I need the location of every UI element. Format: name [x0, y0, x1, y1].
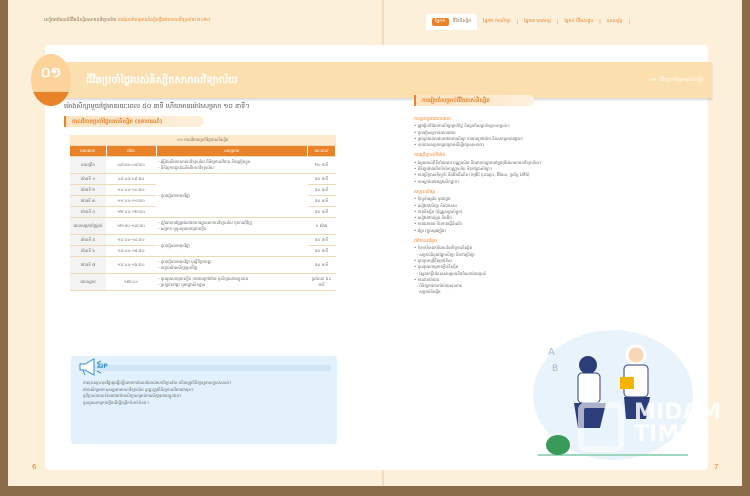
list-item: • ស្វែងយល់ពីទីតាំងអគារ បណ្ណាល័យ និងអាហារដ្ឋាននៅក្នុងបរិវេណសាកលវិទ្យាល័យ។: [414, 159, 542, 165]
list-item: • ទំនាក់ទំនងការិយាល័យកិច្ចការនិស្សិត: [414, 245, 473, 251]
cell-duration: ៥០ នាទី: [308, 196, 336, 207]
table-row: [70, 218, 336, 235]
cell-period: ម៉ោងទី ៣: [70, 196, 106, 207]
tip-box: [71, 356, 337, 444]
cell-period: ពេលព្រឹក: [70, 157, 106, 174]
cell-time: ១១:០០-១១:៥០: [106, 196, 156, 207]
cell-time: ១៦:០០-១៦:៥០: [106, 257, 156, 274]
intro-text: ម៉ោងសិក្សាមួយថ្ងៃមានរយៈពេល ៥០ នាទី ហើយមានម៉ោងសម្រាក ១០ នាទី។: [64, 102, 250, 110]
page-number-left: 6: [32, 463, 37, 471]
table-caption: ០១ កាលវិភាគប្រចាំថ្ងៃរបស់និស្សិត: [70, 135, 336, 146]
table-row: [70, 257, 336, 274]
cell-duration: ២០ នាទី: [308, 157, 336, 174]
svg-text:B: B: [552, 364, 559, 374]
group-title: ព័ត៌មានបន្ថែម: [414, 239, 437, 245]
cell-duration: ៥០ នាទី: [308, 235, 336, 246]
list-item: • ត្រូវរៀបចំផែនការសិក្សាប្រចាំថ្ងៃ និងប្រចាំសប្តាហ៍ឲ្យបានច្បាស់។: [414, 123, 510, 129]
list-item: • ឆ័ត្រ (ក្នុងរដូវភ្លៀង): [414, 227, 446, 233]
cell-time: ១២:០០-១២:៥០: [106, 207, 156, 218]
list-item: • គ្រប់គ្រងពេលវេលារវាងការសិក្សា ការងារក្រៅម៉ោង និងសកម្មភាពផ្សេងៗ: [414, 135, 523, 141]
list-item: • ពិនិត្យម៉ោងបើកបិទនៃបណ្ណាល័យ និងកន្លែងសិក្សា។: [414, 166, 493, 172]
list-item: - សម្រាប់ជំនួយផ្នែកសិក្សា និងការប្រឹក្សា: [414, 251, 475, 257]
table-row: [70, 274, 336, 291]
cell-activity: - ចូលរៀនតាមមុខវិជ្ជា: [156, 174, 308, 218]
preparation-list: [414, 112, 704, 296]
cell-activity: - ធ្វើដំណើរមកសាកលវិទ្យាល័យ ពិនិត្យកាលវិភាគ និងត្រៀមខ្លួន - ពិនិត្យការជូនដំណឹងពីមហាវិទ្យាល័យ: [156, 157, 308, 174]
cell-period: ម៉ោងទី ៧: [70, 257, 106, 274]
group-title: សម្ភារៈសិក្សា: [414, 189, 436, 195]
chapter-title: ជីវិតប្រចាំថ្ងៃរបស់និស្សិតសាកលវិទ្យាល័យ: [86, 75, 238, 86]
cell-time: ១២:៥០-១៣:៥០: [106, 218, 156, 235]
table-row: [70, 157, 336, 174]
cell-duration: ៥០ នាទី: [308, 174, 336, 185]
list-item: • កាតធនាគារ និងកាតធ្វើដំណើរ: [414, 221, 462, 227]
tab-appendix[interactable]: ឧបសម្ព័ន្ធ: [606, 19, 623, 24]
cell-period: ម៉ោងទី ២: [70, 185, 106, 196]
section-title-preparation: ការរៀបចំសម្រាប់ជីវិតរបស់និស្សិត: [414, 95, 534, 106]
cell-period: ម៉ោងទី ៦: [70, 246, 106, 257]
tip-label: TIP: [97, 363, 108, 370]
tip-item: ចូលរួមសកម្មភាពក្លឹបដើម្បីពង្រីកទំនាក់ទំនង។: [83, 399, 149, 405]
list-item: • ការប្រើប្រាស់កុំព្យូទ័រ និងអ៊ីនធឺណិត (កម្មវិធី ចុះឈ្មោះ, អ៊ីមែល, ប្រព័ន្ធ LMS): [414, 172, 530, 178]
list-item: • ទុកពេលសម្រាកគ្រប់គ្រាន់ដើម្បីរក្សាសុខភាព។: [414, 142, 485, 148]
tip-item: ប្រើប្រាស់ពេលទំនេររវាងម៉ោងសិក្សាសម្រាប់ការសិក្សាដោយខ្លួនឯង។: [83, 393, 182, 398]
section-title-schedule: កាលវិភាគប្រចាំថ្ងៃរបស់និស្សិត (ឧទាហរណ៍): [64, 116, 204, 127]
cell-duration: ៥០ នាទី: [308, 185, 336, 196]
list-item: • ចូលរៀនឲ្យទាន់ពេលវេលា: [414, 129, 456, 135]
breadcrumb: សៀវភៅណែនាំជីវិតនិស្សិតសាកលវិទ្យាល័យ ការណែនាំសម្រាប់និស្សិតថ្មីនៅសាកលវិទ្យាល័យ ២០២៤: [44, 18, 211, 23]
list-item: សម្រាប់និស្សិត: [414, 289, 441, 295]
list-item: • សៀវភៅសិក្សា និងឯកសារ: [414, 202, 457, 208]
chapter-subtitle: ០១. ជីវិតប្រចាំថ្ងៃរបស់និស្សិត: [649, 77, 704, 83]
cell-activity: - ញ៉ាំអាហារថ្ងៃត្រង់នៅអាហារដ្ឋានសាកលវិទ្យាល័យ ឬហាងជុំវិញ - សម្រាក ឬចូលរួមសកម្មភាពក្លឹប: [156, 218, 308, 235]
cell-time: ១០:០០-១០:៥០: [106, 185, 156, 196]
chapter-tabs: ផ្នែក១ ជីវិតនិស្សិត ផ្នែក២ ការសិក្សា | ផ្នែក៣ សេវាកម្ម | ផ្នែក៤ ជីវិតសង្គម | ឧបសម្ព័ន្ធ |: [426, 14, 630, 30]
cell-time: ០៨:៣០-០៨:៥០: [106, 157, 156, 174]
cell-duration: ៥០ នាទី: [308, 207, 336, 218]
cell-duration: ៥០ នាទី: [308, 246, 336, 257]
table-row: [70, 174, 336, 185]
tab-part-3[interactable]: ផ្នែក៣ សេវាកម្ម: [524, 19, 551, 24]
list-item: • សៀវភៅកត់ត្រា និងប៊ិច: [414, 215, 452, 221]
list-item: • ការស្នាក់នៅអន្តេវាសិកដ្ឋាន។: [414, 178, 460, 184]
group-title: ការប្រើប្រាស់ទីតាំង: [414, 153, 446, 159]
list-item: - ស្វែងរកក្លឹបដែលសមស្របនឹងចំណាប់អារម្មណ៍: [414, 270, 487, 276]
cell-duration: ប្រហែល ៦០ នាទី: [308, 274, 336, 291]
cell-period: ពេលល្ងាច: [70, 274, 106, 291]
cell-activity: - ចូលរៀនតាមមុខវិជ្ជា: [156, 235, 308, 257]
tab-part-2[interactable]: ផ្នែក២ ការសិក្សា: [483, 19, 511, 24]
list-item: • ចូលរួមសកម្មភាពក្លឹបនិស្សិត: [414, 264, 459, 270]
cell-period: ពេលសម្រាកថ្ងៃត្រង់: [70, 218, 106, 235]
midam-logo-icon: [578, 402, 624, 452]
list-item: • ការធានារ៉ាប់រង: [414, 276, 440, 282]
cell-time: ១៤:០០-១៤:៥០: [106, 235, 156, 246]
cell-time: ១៧:០០-: [106, 274, 156, 291]
table-row: [70, 235, 336, 246]
cell-time: ០៩:០០-០៩:៥០: [106, 174, 156, 185]
svg-text:A: A: [548, 347, 555, 358]
schedule-table: ០១ កាលវិភាគប្រចាំថ្ងៃរបស់និស្សិត ពេលវេលា ម៉ោង សកម្មភាព រយៈពេល ពេលព្រឹក ០៨:៣០-០៨:៥០ - ធ្វើដំណើរមកសាកលវិទ្យាល័យ ពិនិត្យកាលវិភាគ និងត្រៀមខ្លួន - ពិនិត្យការជូនដំណឹងពីមហាវិទ្យាល័យ ២០ នាទី ម៉ោងទី ១ ០៩:០០-០៩:៥០ - ចូលរៀនតាមមុខវិជ្ជា ៥០ នាទី ម៉ោងទី ២ ១០:០០-១០:៥០ ៥០ នាទី ម៉ោងទី ៣ ១១:០០-១១:៥០ ៥០ នាទី ម៉ោងទី ៤ ១២:០០-១២:៥០ ៥០ នាទី ពេលសម្រាកថ្ងៃត្រង់ ១២:៥០-១៣:៥០ - ញ៉ាំអាហារថ្ងៃត្រង់នៅអាហារដ្ឋានសាកលវិទ្យាល័យ ឬហាងជុំវិញ - សម្រាក ឬចូលរួមសកម្មភាពក្លឹប ១ ម៉ោង ម៉ោងទី ៥ ១៤:០០-១៤:៥០ - ចូលរៀនតាមមុខវិជ្ជា ៥០ នាទី ម៉ោងទី ៦ ១៥:០០-១៥:៥០ ៥០ នាទី ម៉ោងទី ៧ ១៦:០០-១៦:៥០ - ចូលរៀនតាមមុខវិជ្ជា ឬធ្វើកិច្ចការផ្ទះ - បញ្ចប់ម៉ោងសិក្សាប្រចាំថ្ងៃ ៥០ នាទី ពេលល្ងាច ១៧:០០- - ចូលរួមសកម្មភាពក្លឹប ការងារក្រៅម៉ោង ឬសិក្សាដោយខ្លួនឯង - ត្រឡប់ទៅផ្ទះ ឬអន្តេវាសិកដ្ឋាន ប្រហែល ៦០ នាទី: [70, 135, 336, 291]
list-item: • ចូលរួមកម្មវិធីតម្រង់ទិស: [414, 257, 452, 263]
cell-activity: - ចូលរួមសកម្មភាពក្លឹប ការងារក្រៅម៉ោង ឬសិក្សាដោយខ្លួនឯង - ត្រឡប់ទៅផ្ទះ ឬអន្តេវាសិកដ្ឋាន: [156, 274, 308, 291]
cell-period: ម៉ោងទី ១: [70, 174, 106, 185]
cell-time: ១៥:០០-១៥:៥០: [106, 246, 156, 257]
tip-item: ម៉ោងសិក្សាអាចខុសគ្នាតាមមហាវិទ្យាល័យ ដូច្នេះត្រូវពិនិត្យកាលវិភាគជាមុន។: [83, 386, 194, 392]
cell-duration: ១ ម៉ោង: [308, 218, 336, 235]
cell-duration: ៥០ នាទី: [308, 257, 336, 274]
chapter-number-badge: ០១: [31, 54, 71, 106]
tip-item: ការចុះឈ្មោះមុខវិជ្ជាគួរធ្វើឡើងតាមការណែនាំរបស់មហាវិទ្យាល័យ ហើយត្រូវពិនិត្យឲ្យបានច្បាស់លាស់។: [83, 380, 232, 385]
list-item: - ពិនិត្យការធានារ៉ាប់រងសុខភាព: [414, 283, 463, 289]
tab-part-1[interactable]: ផ្នែក១ ជីវិតនិស្សិត: [426, 14, 477, 30]
list-item: • កុំព្យូទ័រយួរដៃ ឬថេប្លេត: [414, 196, 451, 202]
cell-period: ម៉ោងទី ៤: [70, 207, 106, 218]
page-number-right: 7: [714, 463, 719, 471]
cell-period: ម៉ោងទី ៥: [70, 235, 106, 246]
group-title: ការគ្រប់គ្រងពេលវេលា: [414, 117, 451, 122]
cell-activity: - ចូលរៀនតាមមុខវិជ្ជា ឬធ្វើកិច្ចការផ្ទះ - បញ្ចប់ម៉ោងសិក្សាប្រចាំថ្ងៃ: [156, 257, 308, 274]
tab-part-4[interactable]: ផ្នែក៤ ជីវិតសង្គម: [564, 19, 594, 24]
list-item: • កាតនិស្សិត (ប័ណ្ណសម្គាល់ខ្លួន): [414, 208, 463, 214]
chapter-banner: [40, 62, 712, 98]
